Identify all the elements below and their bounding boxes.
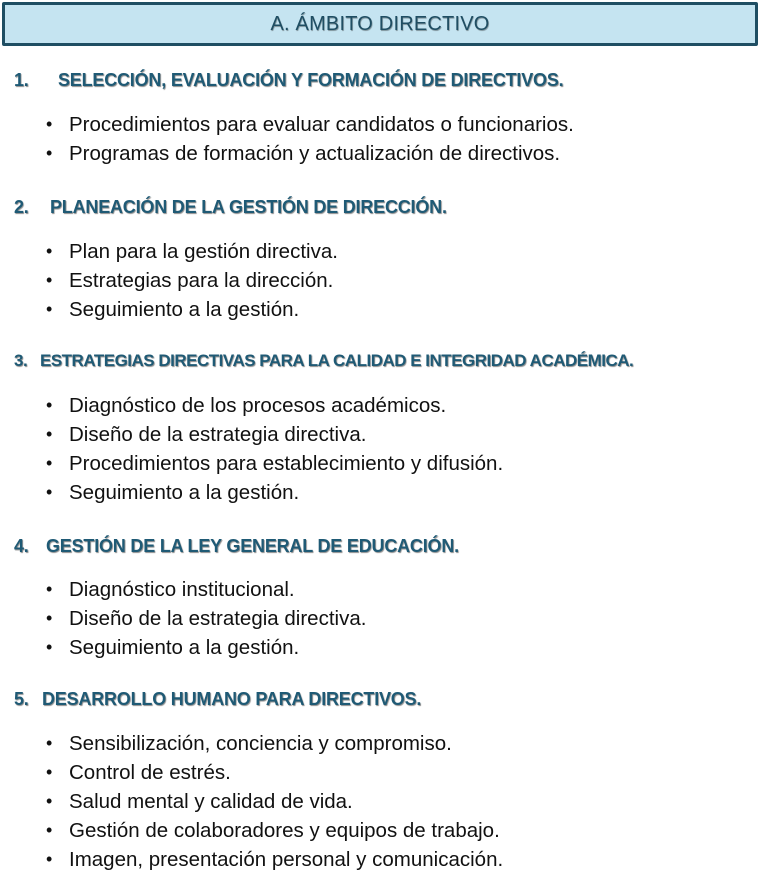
bullet-icon: • [46,820,53,840]
section-number: 3. [14,351,28,370]
bullet-icon: • [46,143,53,163]
bullet-icon: • [46,424,53,444]
bullet-icon: • [46,453,53,473]
bullet-icon: • [46,482,53,502]
section-heading [14,197,447,218]
header-banner [2,2,758,46]
bullet-icon: • [46,114,53,134]
section-title: ESTRATEGIAS DIRECTIVAS PARA LA CALIDAD E INTEGRIDAD ACADÉMICA. [40,351,634,370]
section-title: GESTIÓN DE LA LEY GENERAL DE EDUCACIÓN. [46,536,459,556]
section-number: 1. [14,70,29,90]
bullet-icon: • [46,637,53,657]
section-heading [14,70,563,91]
page-title: A. ÁMBITO DIRECTIVO [270,12,490,35]
section-title: PLANEACIÓN DE LA GESTIÓN DE DIRECCIÓN. [50,197,447,217]
bullet-icon: • [46,270,53,290]
section-title: SELECCIÓN, EVALUACIÓN Y FORMACIÓN DE DIRECTIVOS. [58,70,564,90]
section-heading [14,351,633,371]
bullet-icon: • [46,762,53,782]
bullet-icon: • [46,579,53,599]
bullet-icon: • [46,395,53,415]
bullet-icon: • [46,733,53,753]
section-number: 4. [14,536,29,556]
section-heading [14,536,459,557]
section-number: 5. [14,689,29,709]
bullet-icon: • [46,608,53,628]
section-title: DESARROLLO HUMANO PARA DIRECTIVOS. [42,689,422,709]
section-heading [14,689,421,710]
bullet-icon: • [46,299,53,319]
section-number: 2. [14,197,29,217]
bullet-icon: • [46,791,53,811]
bullet-icon: • [46,849,53,869]
bullet-icon: • [46,241,53,261]
